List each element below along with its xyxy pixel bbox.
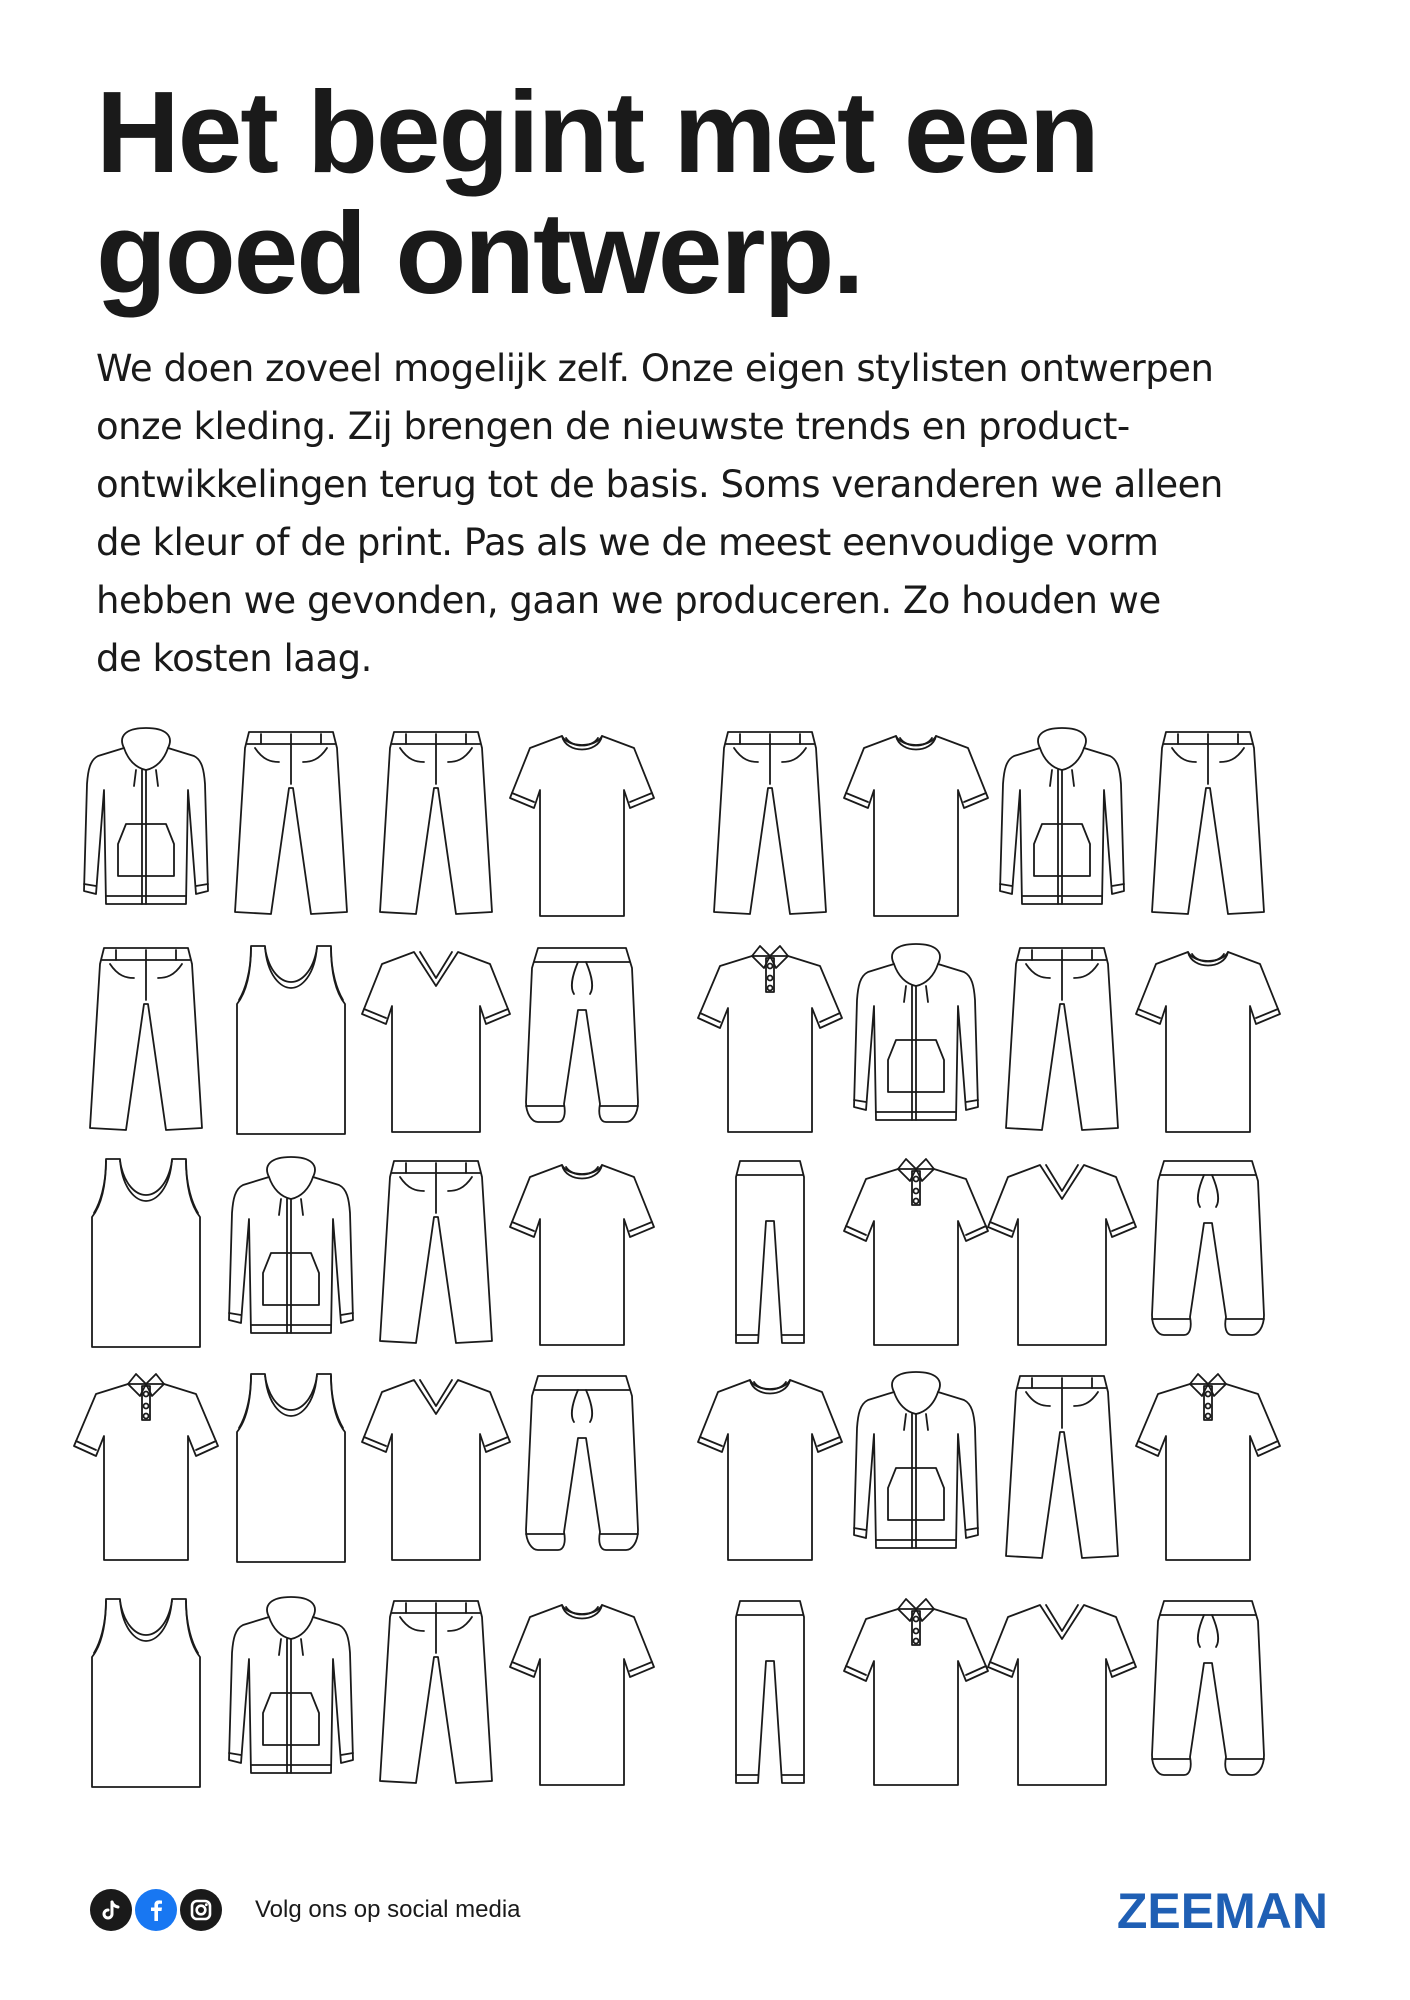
polo-icon: [66, 1370, 226, 1570]
hoodie-icon: [211, 1595, 371, 1795]
polo-icon: [836, 1595, 996, 1795]
social-media-bar: [90, 1888, 521, 1932]
joggers-icon: [1128, 1155, 1288, 1355]
joggers-icon: [1128, 1595, 1288, 1795]
headline-line-2: goed ontwerp.: [96, 188, 863, 318]
tiktok-icon[interactable]: [90, 1889, 132, 1931]
headline-line-1: Het begint met een: [96, 67, 1098, 197]
jeans-icon: [356, 1155, 516, 1355]
hoodie-icon: [836, 942, 996, 1142]
brand-logo: ZEEMAN: [1116, 1883, 1328, 1939]
joggers-icon: [502, 1370, 662, 1570]
tank-top-icon: [66, 1155, 226, 1355]
vneck-icon: [982, 1595, 1142, 1795]
hoodie-icon: [982, 726, 1142, 926]
jeans-icon: [982, 942, 1142, 1142]
jeans-icon: [356, 726, 516, 926]
paragraph-line: de kosten laag.: [96, 637, 372, 680]
polo-icon: [836, 1155, 996, 1355]
tshirt-icon: [502, 1155, 662, 1355]
vneck-icon: [356, 1370, 516, 1570]
jeans-icon: [356, 1595, 516, 1795]
vneck-icon: [356, 942, 516, 1142]
follow-social-text: Volg ons op social media: [255, 1896, 521, 1923]
paragraph-line: We doen zoveel mogelijk zelf. Onze eigen stylisten ontwerpen: [96, 347, 1214, 390]
tshirt-icon: [502, 726, 662, 926]
tank-top-icon: [66, 1595, 226, 1795]
paragraph-line: de kleur of de print. Pas als we de meest eenvoudige vorm: [96, 521, 1159, 564]
jeans-icon: [1128, 726, 1288, 926]
jeans-icon: [690, 726, 850, 926]
tshirt-icon: [502, 1595, 662, 1795]
tshirt-icon: [836, 726, 996, 926]
tshirt-icon: [1128, 942, 1288, 1142]
instagram-icon[interactable]: [180, 1889, 222, 1931]
jeans-icon: [982, 1370, 1142, 1570]
hoodie-icon: [66, 726, 226, 926]
jeans-icon: [66, 942, 226, 1142]
paragraph-line: onze kleding. Zij brengen de nieuwste trends en product-: [96, 405, 1130, 448]
tank-top-icon: [211, 1370, 371, 1570]
hoodie-icon: [211, 1155, 371, 1355]
facebook-icon[interactable]: [135, 1889, 177, 1931]
leggings-icon: [690, 1595, 850, 1795]
paragraph-line: ontwikkelingen terug tot de basis. Soms veranderen we alleen: [96, 463, 1223, 506]
polo-icon: [690, 942, 850, 1142]
paragraph-line: hebben we gevonden, gaan we produceren. Zo houden we: [96, 579, 1161, 622]
tank-top-icon: [211, 942, 371, 1142]
jeans-icon: [211, 726, 371, 926]
joggers-icon: [502, 942, 662, 1142]
hoodie-icon: [836, 1370, 996, 1570]
polo-icon: [1128, 1370, 1288, 1570]
tshirt-icon: [690, 1370, 850, 1570]
vneck-icon: [982, 1155, 1142, 1355]
leggings-icon: [690, 1155, 850, 1355]
